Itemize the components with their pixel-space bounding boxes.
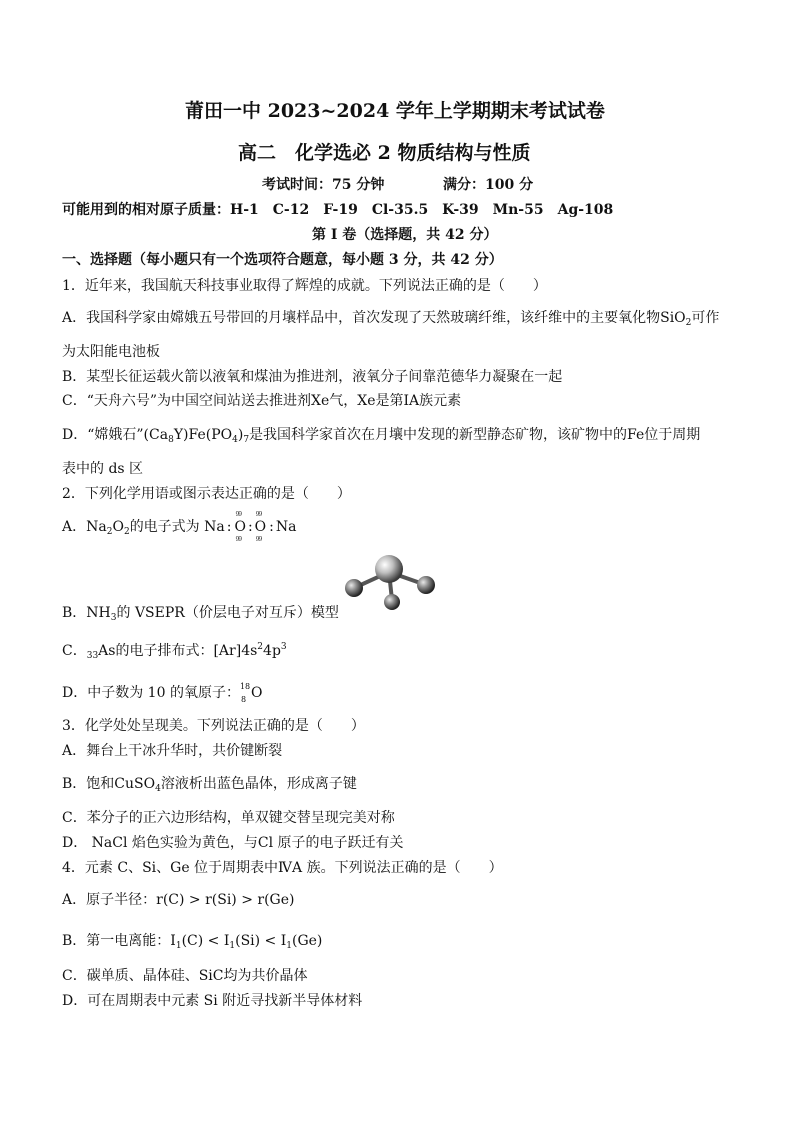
q3-option-a: A．舞台上干冰升华时，共价键断裂 [62,743,283,759]
q1-option-b: B．某型长征运载火箭以液氧和煤油为推进剂，液氧分子间靠范德华力凝聚在一起 [62,369,563,385]
q1-a-text2: 可作 [691,310,720,326]
exam-subtitle: 高二 化学选必 2 物质结构与性质 [238,142,531,164]
atomic-masses-row [62,199,613,219]
q1-option-d-cont: 表中的 ds 区 [62,461,144,477]
q1-d-formula: $(Ca_8Y)Fe(PO_4)_7$ [143,427,250,445]
q1-d-text: D．“嫦娥石” [62,427,144,443]
q2-stem: 2．下列化学用语或图示表达正确的是（ ） [62,486,351,502]
exam-title: 莆田一中 2023~2024 学年上学期期末考试试卷 [185,100,605,122]
q4-b-expr: $I_1(C) < I_1(Si) < I_1(Ge)$ [170,933,323,951]
q1-d-text2: 是我国科学家首次在月壤中发现的新型静态矿物，该矿物中的Fe位于周期 [249,427,701,443]
exam-time: 考试时间：75 分钟 [262,177,385,193]
q4-option-b: B．第一电离能：$I_1(C) < I_1(Si) < I_1(Ge)$ [62,933,323,951]
q2-option-c: C．$_{33}$As的电子排布式：$[Ar]4s^24p^3$ [62,642,287,661]
q4-option-c: C．碳单质、晶体硅、SiC均为共价晶体 [62,968,308,984]
q2-option-b: B．$NH_3$的 VSEPR（价层电子对互斥）模型 [62,605,339,623]
q2-b-formula: $NH_3$ [86,605,117,623]
q1-option-a-cont: 为太阳能电池板 [62,344,160,360]
q4-option-d: D．可在周期表中元素 Si 附近寻找新半导体材料 [62,993,363,1009]
section-title: 一、选择题（每小题只有一个选项符合题意，每小题 3 分，共 42 分） [62,252,503,268]
q1-a-text: A．我国科学家由嫦娥五号带回的月壤样品中，首次发现了天然玻璃纤维，该纤维中的主要氧化物 [62,310,661,326]
q3-option-d: D． NaCl 焰色实验为黄色，与Cl 原子的电子跃迁有关 [62,835,404,851]
full-score: 满分：100 分 [443,177,534,193]
q2-a-formula: $Na_2O_2$ [86,519,130,537]
q3-b-formula: CuSO$_4$ [114,776,161,794]
electron-configuration: $[Ar]4s^24p^3$ [213,642,287,659]
q1-a-formula: SiO$_2$ [660,310,692,328]
vsepr-model-icon [340,552,440,612]
q3-option-b: B．饱和CuSO$_4$溶液析出蓝色晶体，形成离子键 [62,776,357,794]
q1-option-d [62,424,700,445]
electron-dot-structure: Na : 99 O 99 : 99 O 99 : Na [204,511,297,543]
q3-stem: 3．化学处处呈现美。下列说法正确的是（ ） [62,718,365,734]
q4-a-expr: r(C) > r(Si) > r(Ge) [156,892,295,908]
volume-title: 第 I 卷（选择题，共 42 分） [312,227,498,243]
q1-option-a [62,307,719,328]
q2-option-a: A．$Na_2O_2$的电子式为 Na : 99 O 99 : 99 O 99 : Na [62,511,297,543]
atomic-masses: H-1 C-12 F-19 Cl-35.5 K-39 Mn-55 Ag-108 [230,202,614,218]
q2-option-d: D．中子数为 10 的氧原子： 18 8 O [62,682,263,704]
oxygen-isotope: 18 8 [239,682,251,704]
q1-option-c: C．“天舟六号”为中国空间站送去推进剂Xe气，Xe是第ⅠA族元素 [62,393,462,409]
q1-stem: 1．近年来，我国航天科技事业取得了辉煌的成就。下列说法正确的是（ ） [62,278,547,294]
atomic-masses-label: 可能用到的相对原子质量： [62,202,230,218]
q4-stem: 4．元素 C、Si、Ge 位于周期表中ⅣA 族。下列说法正确的是（ ） [62,860,503,876]
q3-option-c: C．苯分子的正六边形结构，单双键交替呈现完美对称 [62,810,395,826]
q4-option-a: A．原子半径：r(C) > r(Si) > r(Ge) [62,892,295,908]
